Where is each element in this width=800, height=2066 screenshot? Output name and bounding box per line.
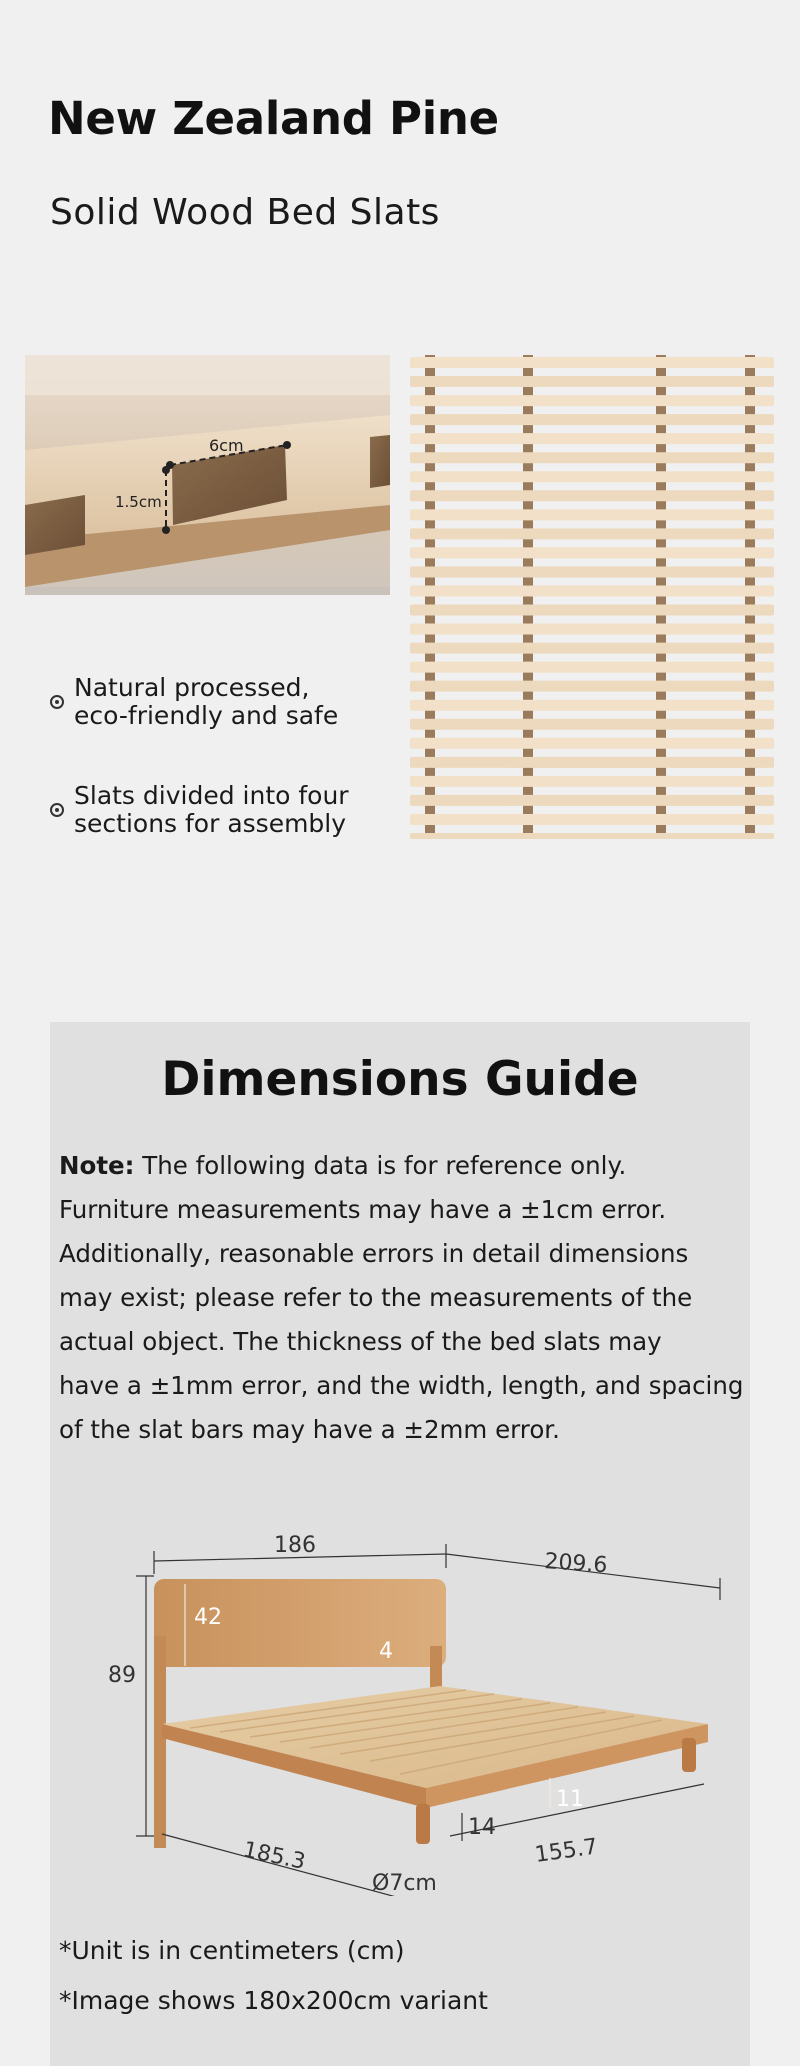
slat-closeup-photo (25, 355, 390, 595)
slat-bar (410, 395, 774, 406)
slat-bar (410, 376, 774, 387)
note-line: may exist; please refer to the measurements of the (59, 1283, 693, 1312)
feature-line: Slats divided into four (74, 781, 349, 810)
slat-bar (410, 452, 774, 463)
footnote-variant: *Image shows 180x200cm variant (59, 1986, 488, 2015)
feature-item (50, 674, 380, 730)
dimensions-panel (50, 1022, 750, 2066)
note-line: of the slat bars may have a ±2mm error. (59, 1415, 560, 1444)
slat-bar (410, 471, 774, 482)
dim-length-top: 209.6 (543, 1549, 609, 1579)
slat-bar (410, 833, 774, 839)
slat-bar (410, 624, 774, 635)
dim-post-gap: 4 (379, 1639, 393, 1664)
note-label: Note: (59, 1151, 135, 1180)
slat-bar (410, 795, 774, 806)
slat-bar (410, 414, 774, 425)
bullet-icon (50, 695, 64, 709)
slat-bar (410, 662, 774, 673)
dim-headboard-height: 42 (194, 1605, 222, 1630)
bed-dimension-diagram (50, 1516, 750, 1896)
dim-frame-width: 185.3 (240, 1837, 308, 1875)
dimensions-note (59, 1144, 749, 1452)
slat-bar (410, 566, 774, 577)
bed-slat-deck (162, 1686, 708, 1788)
slat-bar (410, 605, 774, 616)
slat-bar (410, 643, 774, 654)
slat-grid-photo (410, 355, 774, 839)
bed-post (154, 1636, 166, 1848)
slat-bar (410, 681, 774, 692)
page-subtitle: Solid Wood Bed Slats (50, 192, 440, 233)
note-line: The following data is for reference only. (142, 1151, 627, 1180)
slat-bar (410, 814, 774, 825)
note-line: Additionally, reasonable errors in detail dimensions (59, 1239, 689, 1268)
slat-bar (410, 490, 774, 501)
slat-bar (410, 433, 774, 444)
note-line: have a ±1mm error, and the width, length, and spacing (59, 1371, 744, 1400)
slat-bar (410, 757, 774, 768)
slat-bar (410, 719, 774, 730)
slat-bar (410, 509, 774, 520)
bullet-icon (50, 803, 64, 817)
feature-line: Natural processed, (74, 673, 310, 702)
dim-height: 89 (108, 1663, 136, 1688)
slat-bar (410, 776, 774, 787)
slat-bar (410, 738, 774, 749)
slat-bar (410, 700, 774, 711)
feature-item (50, 782, 380, 838)
slat-bar (410, 357, 774, 368)
footnote-unit: *Unit is in centimeters (cm) (59, 1936, 405, 1965)
page-title: New Zealand Pine (48, 92, 499, 145)
note-line: actual object. The thickness of the bed slats may (59, 1327, 662, 1356)
bed-leg (416, 1804, 430, 1844)
dim-rail-height: 11 (556, 1787, 584, 1812)
note-line: Furniture measurements may have a ±1cm error. (59, 1195, 667, 1224)
dim-width-top: 186 (274, 1533, 316, 1558)
slat-bar (410, 547, 774, 558)
slat-bar (410, 528, 774, 539)
dim-rail-gap: 14 (468, 1815, 496, 1840)
slat-bar (410, 585, 774, 596)
slat-width-label: 6cm (209, 436, 244, 455)
bed-leg (682, 1738, 696, 1772)
slat-thickness-label: 1.5cm (115, 493, 162, 511)
feature-line: eco-friendly and safe (74, 701, 339, 730)
feature-line: sections for assembly (74, 809, 347, 838)
dim-rail-length: 155.7 (533, 1834, 600, 1868)
dimensions-heading: Dimensions Guide (161, 1052, 639, 1107)
dim-leg-diameter: Ø7cm (372, 1871, 437, 1896)
